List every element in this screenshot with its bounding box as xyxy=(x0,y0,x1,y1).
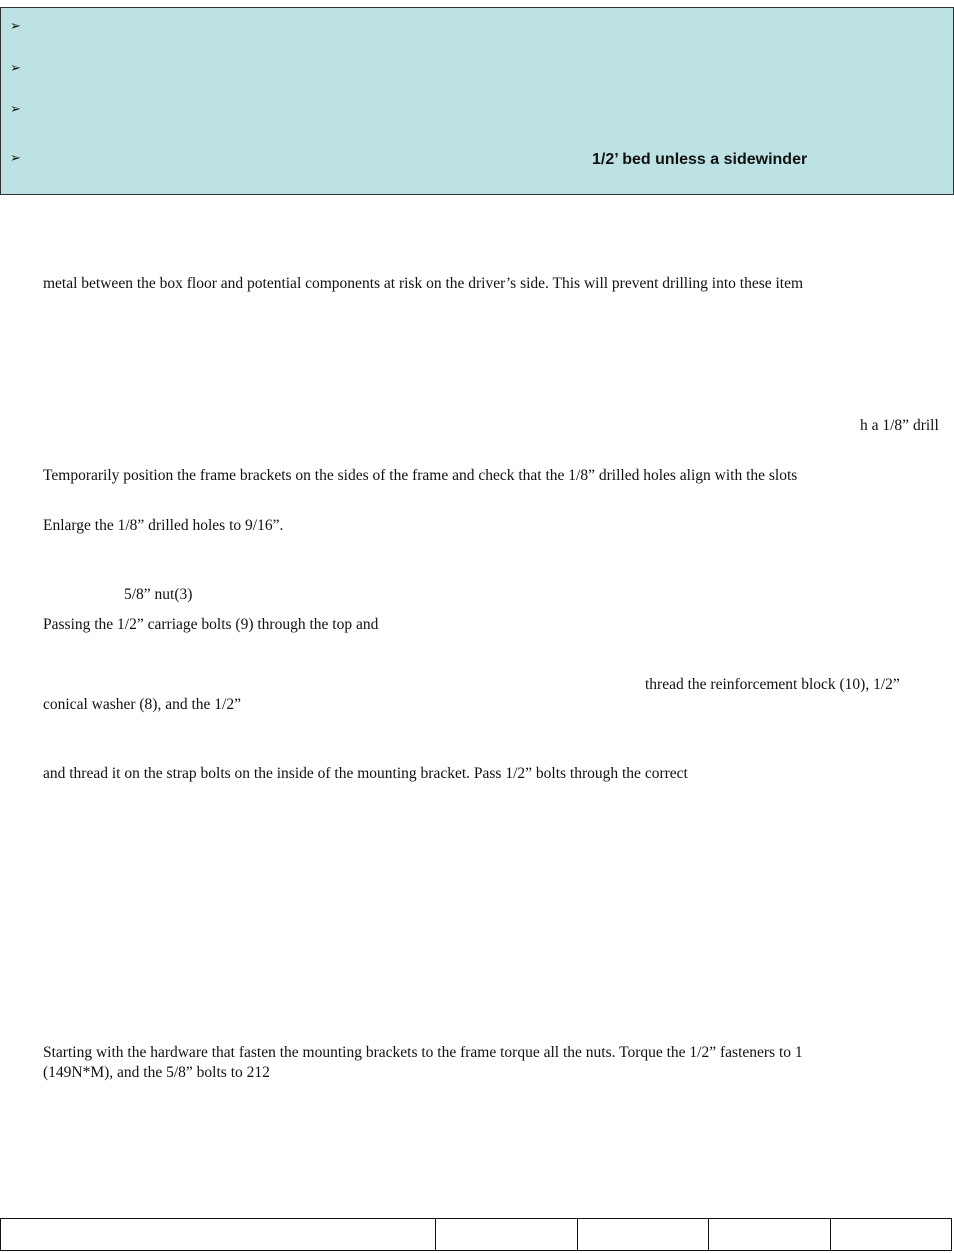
footer-cell xyxy=(831,1219,951,1250)
bullet-arrow-icon: ➢ xyxy=(10,61,21,76)
paragraph-torque-values: (149N*M), and the 5/8” bolts to 212 xyxy=(43,1064,270,1081)
notice-box xyxy=(0,7,954,195)
paragraph-enlarge-holes: Enlarge the 1/8” drilled holes to 9/16”. xyxy=(43,517,284,534)
paragraph-reinforcement-block: thread the reinforcement block (10), 1/2” xyxy=(645,676,900,693)
paragraph-carriage-bolts: Passing the 1/2” carriage bolts (9) through the top and xyxy=(43,616,379,633)
footer-table xyxy=(0,1218,952,1251)
footer-cell xyxy=(1,1219,436,1250)
bullet-arrow-icon: ➢ xyxy=(10,19,21,34)
footer-cell xyxy=(709,1219,831,1250)
paragraph-conical-washer: conical washer (8), and the 1/2” xyxy=(43,696,241,713)
paragraph-torque-nuts: Starting with the hardware that fasten the mounting brackets to the frame torque all the nuts. Torque the 1/2” fasteners to 1 xyxy=(43,1044,803,1061)
footer-cell xyxy=(578,1219,709,1250)
paragraph-position-brackets: Temporarily position the frame brackets on the sides of the frame and check that the 1/8” drilled holes align with the slots xyxy=(43,467,798,484)
paragraph-strap-bolts: and thread it on the strap bolts on the inside of the mounting bracket. Pass 1/2” bolts through the correct xyxy=(43,765,688,782)
bullet-arrow-icon: ➢ xyxy=(10,102,21,117)
paragraph-nut-label: 5/8” nut(3) xyxy=(124,586,193,603)
notice-line-bed: 1/2’ bed unless a sidewinder xyxy=(592,151,808,168)
footer-cell xyxy=(436,1219,578,1250)
paragraph-drill-fragment: h a 1/8” drill xyxy=(860,417,939,434)
bullet-arrow-icon: ➢ xyxy=(10,151,21,166)
paragraph-metal-floor: metal between the box floor and potential components at risk on the driver’s side. This will prevent drilling into these item xyxy=(43,275,804,292)
